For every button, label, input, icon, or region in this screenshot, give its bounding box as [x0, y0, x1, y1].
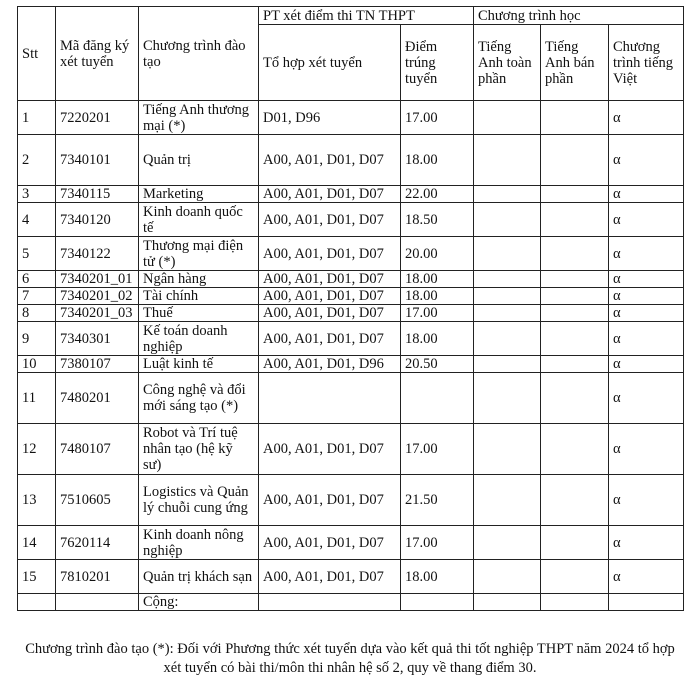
cell-stt: 12 [18, 424, 56, 475]
total-empty-cell [259, 594, 401, 611]
cell-code: 7380107 [56, 356, 139, 373]
table-body [18, 101, 684, 611]
cell-stt: 10 [18, 356, 56, 373]
cell-code: 7340122 [56, 237, 139, 271]
total-row [18, 594, 684, 611]
header-vietnamese: Chương trình tiếng Việt [609, 25, 684, 101]
cell-code: 7340120 [56, 203, 139, 237]
cell-score: 18.00 [401, 560, 474, 594]
cell-partial-english [541, 101, 609, 135]
cell-code: 7810201 [56, 560, 139, 594]
cell-program: Kế toán doanh nghiệp [139, 322, 259, 356]
cell-combo: A00, A01, D01, D07 [259, 305, 401, 322]
cell-vietnamese-mark: α [609, 560, 684, 594]
cell-vietnamese-mark: α [609, 526, 684, 560]
cell-program: Thương mại điện tử (*) [139, 237, 259, 271]
cell-combo: A00, A01, D01, D07 [259, 475, 401, 526]
cell-code: 7340201_01 [56, 271, 139, 288]
cell-vietnamese-mark: α [609, 203, 684, 237]
cell-partial-english [541, 203, 609, 237]
cell-stt: 4 [18, 203, 56, 237]
cell-combo: A00, A01, D01, D07 [259, 186, 401, 203]
cell-code: 7340301 [56, 322, 139, 356]
cell-stt: 3 [18, 186, 56, 203]
cell-combo: A00, A01, D01, D07 [259, 424, 401, 475]
cell-full-english [474, 475, 541, 526]
header-score: Điểm trúng tuyển [401, 25, 474, 101]
table-row [18, 526, 684, 560]
cell-combo: A00, A01, D01, D07 [259, 271, 401, 288]
cell-partial-english [541, 356, 609, 373]
table-row [18, 424, 684, 475]
header-stt: Stt [18, 7, 56, 101]
cell-program: Quản trị [139, 135, 259, 186]
cell-stt: 15 [18, 560, 56, 594]
cell-full-english [474, 186, 541, 203]
cell-program: Marketing [139, 186, 259, 203]
total-empty-cell [609, 594, 684, 611]
cell-full-english [474, 526, 541, 560]
cell-vietnamese-mark: α [609, 271, 684, 288]
cell-program: Tiếng Anh thương mại (*) [139, 101, 259, 135]
cell-full-english [474, 237, 541, 271]
cell-code: 7340201_02 [56, 288, 139, 305]
cell-score: 18.00 [401, 135, 474, 186]
cell-score: 20.50 [401, 356, 474, 373]
cell-full-english [474, 356, 541, 373]
cell-full-english [474, 135, 541, 186]
table-row [18, 288, 684, 305]
header-pt-group: PT xét điểm thi TN THPT [259, 7, 474, 25]
header-code: Mã đăng ký xét tuyển [56, 7, 139, 101]
header-partial-english: Tiếng Anh bán phần [541, 25, 609, 101]
cell-vietnamese-mark: α [609, 356, 684, 373]
cell-program: Kinh doanh quốc tế [139, 203, 259, 237]
cell-partial-english [541, 135, 609, 186]
cell-vietnamese-mark: α [609, 322, 684, 356]
cell-full-english [474, 322, 541, 356]
cell-score: 18.00 [401, 271, 474, 288]
total-empty-cell [401, 594, 474, 611]
header-study-group: Chương trình học [474, 7, 684, 25]
cell-partial-english [541, 424, 609, 475]
cell-program: Tài chính [139, 288, 259, 305]
cell-full-english [474, 271, 541, 288]
header-full-english: Tiếng Anh toàn phần [474, 25, 541, 101]
cell-vietnamese-mark: α [609, 101, 684, 135]
table-row [18, 135, 684, 186]
cell-program: Luật kinh tế [139, 356, 259, 373]
cell-program: Robot và Trí tuệ nhân tạo (hệ kỹ sư) [139, 424, 259, 475]
cell-code: 7480107 [56, 424, 139, 475]
cell-stt: 8 [18, 305, 56, 322]
cell-score: 18.00 [401, 288, 474, 305]
cell-vietnamese-mark: α [609, 135, 684, 186]
cell-partial-english [541, 373, 609, 424]
cell-score: 20.00 [401, 237, 474, 271]
cell-stt: 5 [18, 237, 56, 271]
cell-code: 7340101 [56, 135, 139, 186]
cell-combo: A00, A01, D01, D07 [259, 526, 401, 560]
total-empty-cell [18, 594, 56, 611]
cell-partial-english [541, 237, 609, 271]
cell-combo: A00, A01, D01, D96 [259, 356, 401, 373]
cell-code: 7340115 [56, 186, 139, 203]
cell-score: 18.50 [401, 203, 474, 237]
table-row [18, 305, 684, 322]
cell-stt: 6 [18, 271, 56, 288]
table-row [18, 203, 684, 237]
total-empty-cell [56, 594, 139, 611]
cell-stt: 7 [18, 288, 56, 305]
cell-score: 17.00 [401, 526, 474, 560]
cell-program: Công nghệ và đổi mới sáng tạo (*) [139, 373, 259, 424]
table-row [18, 322, 684, 356]
cell-vietnamese-mark: α [609, 424, 684, 475]
cell-partial-english [541, 305, 609, 322]
cell-stt: 1 [18, 101, 56, 135]
cell-score: 22.00 [401, 186, 474, 203]
cell-combo: D01, D96 [259, 101, 401, 135]
cell-score: 18.00 [401, 322, 474, 356]
cell-stt: 11 [18, 373, 56, 424]
cell-score: 17.00 [401, 101, 474, 135]
cell-combo: A00, A01, D01, D07 [259, 203, 401, 237]
cell-partial-english [541, 560, 609, 594]
total-empty-cell [474, 594, 541, 611]
cell-program: Logistics và Quản lý chuỗi cung ứng [139, 475, 259, 526]
cell-score: 17.00 [401, 424, 474, 475]
cell-full-english [474, 560, 541, 594]
cell-stt: 2 [18, 135, 56, 186]
cell-combo: A00, A01, D01, D07 [259, 135, 401, 186]
cell-score [401, 373, 474, 424]
cell-combo: A00, A01, D01, D07 [259, 237, 401, 271]
footnote: Chương trình đào tạo (*): Đối với Phương thức xét tuyển dựa vào kết quả thi tốt nghiệp THPT năm 2024 tổ hợp xét tuyển có bài thi/môn thi nhân hệ số 2, quy về thang điểm 30. [25, 641, 675, 676]
cell-program: Ngân hàng [139, 271, 259, 288]
cell-combo: A00, A01, D01, D07 [259, 288, 401, 305]
cell-score: 21.50 [401, 475, 474, 526]
cell-program: Kinh doanh nông nghiệp [139, 526, 259, 560]
admissions-table [17, 6, 684, 611]
total-label: Cộng: [139, 594, 259, 611]
cell-stt: 9 [18, 322, 56, 356]
cell-vietnamese-mark: α [609, 305, 684, 322]
cell-vietnamese-mark: α [609, 373, 684, 424]
cell-score: 17.00 [401, 305, 474, 322]
cell-partial-english [541, 288, 609, 305]
table-row [18, 237, 684, 271]
cell-code: 7510605 [56, 475, 139, 526]
header-program: Chương trình đào tạo [139, 7, 259, 101]
cell-partial-english [541, 271, 609, 288]
cell-code: 7220201 [56, 101, 139, 135]
cell-combo: A00, A01, D01, D07 [259, 560, 401, 594]
cell-vietnamese-mark: α [609, 237, 684, 271]
cell-combo [259, 373, 401, 424]
cell-partial-english [541, 475, 609, 526]
cell-stt: 13 [18, 475, 56, 526]
cell-full-english [474, 288, 541, 305]
cell-code: 7340201_03 [56, 305, 139, 322]
cell-full-english [474, 373, 541, 424]
table-row [18, 475, 684, 526]
cell-partial-english [541, 322, 609, 356]
cell-code: 7620114 [56, 526, 139, 560]
cell-full-english [474, 203, 541, 237]
cell-partial-english [541, 526, 609, 560]
cell-vietnamese-mark: α [609, 186, 684, 203]
cell-full-english [474, 101, 541, 135]
cell-vietnamese-mark: α [609, 288, 684, 305]
table-row [18, 373, 684, 424]
table-row [18, 560, 684, 594]
cell-partial-english [541, 186, 609, 203]
cell-stt: 14 [18, 526, 56, 560]
table-row [18, 101, 684, 135]
table-row [18, 186, 684, 203]
cell-code: 7480201 [56, 373, 139, 424]
cell-full-english [474, 424, 541, 475]
table-row [18, 356, 684, 373]
cell-program: Thuế [139, 305, 259, 322]
total-empty-cell [541, 594, 609, 611]
header-combo: Tổ hợp xét tuyển [259, 25, 401, 101]
cell-full-english [474, 305, 541, 322]
cell-program: Quản trị khách sạn [139, 560, 259, 594]
cell-combo: A00, A01, D01, D07 [259, 322, 401, 356]
cell-vietnamese-mark: α [609, 475, 684, 526]
table-row [18, 271, 684, 288]
